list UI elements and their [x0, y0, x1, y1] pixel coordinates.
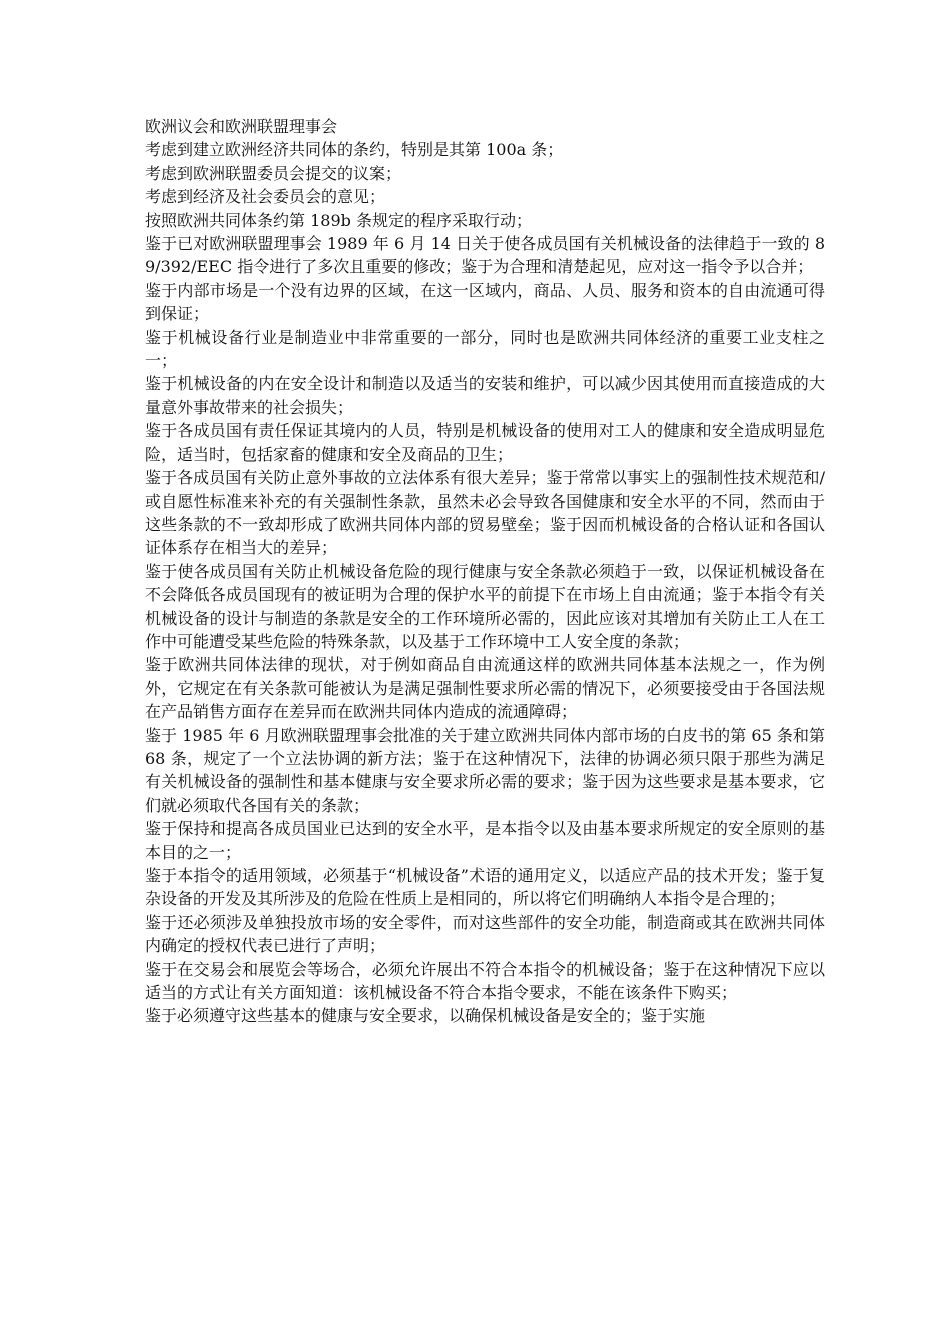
paragraph: 鉴于内部市场是一个没有边界的区域，在这一区域内，商品、人员、服务和资本的自由流通可得到保证；	[145, 280, 825, 324]
paragraph: 鉴于各成员国有责任保证其境内的人员，特别是机械设备的使用对工人的健康和安全造成明显危险，适当时，包括家畜的健康和安全及商品的卫生；	[145, 421, 825, 464]
paragraph: 鉴于 1985 年 6 月欧洲联盟理事会批准的关于建立欧洲共同体内部市场的白皮书的第 65 条和第 68 条，规定了一个立法协调的新方法；鉴于在这种情况下，法律的协调必须只限于那些为满足有关机械设备的强制性和基本健康与安全要求所必需的要求；鉴于因为这些要求是基本要求，它们就必须取代各国有关的条款；	[145, 725, 825, 815]
paragraph: 鉴于本指令的适用领域，必须基于“机械设备”术语的通用定义，以适应产品的技术开发；鉴于复杂设备的开发及其所涉及的危险在性质上是相同的，所以将它们明确纳人本指令是合理的；	[145, 866, 825, 909]
document-page	[145, 115, 825, 1028]
paragraph: 考虑到建立欧洲经济共同体的条约，特别是其第 100a 条；	[145, 140, 564, 160]
paragraph: 按照欧洲共同体条约第 189b 条规定的程序采取行动；	[145, 210, 532, 230]
paragraph: 考虑到欧洲联盟委员会提交的议案；	[145, 163, 402, 183]
paragraph: 鉴于必须遵守这些基本的健康与安全要求，以确保机械设备是安全的；鉴于实施	[145, 1006, 706, 1026]
paragraph: 鉴于已对欧洲联盟理事会 1989 年 6 月 14 日关于使各成员国有关机械设备的法律趋于一致的 89/392/EEC 指令进行了多次且重要的修改；鉴于为合理和清楚起见，应对这一指令予以合并；	[145, 234, 825, 277]
paragraph: 鉴于机械设备的内在安全设计和制造以及适当的安装和维护，可以减少因其使用而直接造成的大量意外事故带来的社会损失；	[145, 374, 825, 417]
paragraph: 鉴于还必须涉及单独投放市场的安全零件，而对这些部件的安全功能，制造商或其在欧洲共同体内确定的授权代表已进行了声明；	[145, 912, 825, 956]
paragraph: 鉴于保持和提高各成员国业已达到的安全水平，是本指令以及由基本要求所规定的安全原则的基本目的之一；	[145, 819, 825, 862]
paragraph: 鉴于各成员国有关防止意外事故的立法体系有很大差异；鉴于常常以事实上的强制性技术规范和/或自愿性标准来补充的有关强制性条款，虽然未必会导致各国健康和安全水平的不同，然而由于这些条款的不一致却形成了欧洲共同体内部的贸易壁垒；鉴于因而机械设备的合格认证和各国认证体系存在相当大的差异；	[145, 468, 825, 558]
document-heading: 欧洲议会和欧洲联盟理事会	[145, 117, 338, 136]
paragraph: 鉴于在交易会和展览会等场合，必须允许展出不符合本指令的机械设备；鉴于在这种情况下应以适当的方式让有关方面知道：该机械设备不符合本指令要求，不能在该条件下购买；	[145, 959, 825, 1003]
paragraph: 鉴于机械设备行业是制造业中非常重要的一部分，同时也是欧洲共同体经济的重要工业支柱之一；	[145, 327, 825, 371]
paragraph: 考虑到经济及社会委员会的意见；	[145, 187, 386, 207]
paragraph: 鉴于欧洲共同体法律的现状，对于例如商品自由流通这样的欧洲共同体基本法规之一，作为例外，它规定在有关条款可能被认为是满足强制性要求所必需的情况下，必须要接受由于各国法规在产品销售方面存在差异而在欧洲共同体内造成的流通障碍；	[145, 655, 825, 722]
paragraph: 鉴于使各成员国有关防止机械设备危险的现行健康与安全条款必须趋于一致，以保证机械设备在不会降低各成员国现有的被证明为合理的保护水平的前提下在市场上自由流通；鉴于本指令有关机械设备的设计与制造的条款是安全的工作环境所必需的，因此应该对其增加有关防止工人在工作中可能遭受某些危险的特殊条款，以及基于工作环境中工人安全度的条款；	[145, 561, 825, 651]
